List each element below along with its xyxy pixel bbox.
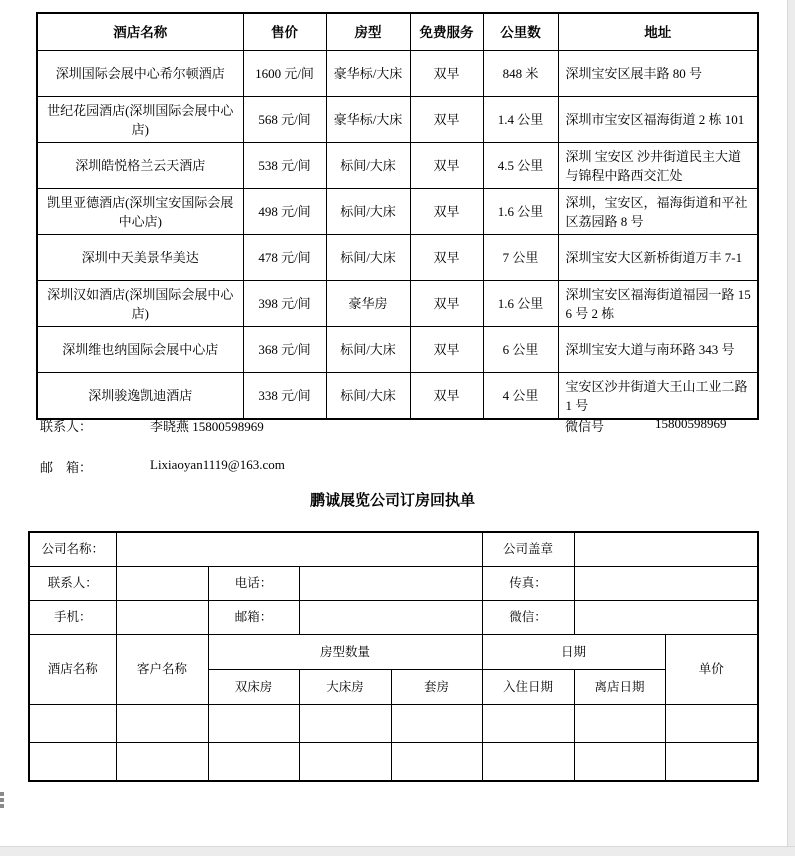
hotel-price: 338 元/间 <box>243 373 326 420</box>
hotel-address: 深圳 宝安区 沙井街道民主大道与锦程中路西交汇处 <box>558 143 758 189</box>
hotel-row <box>37 327 758 373</box>
hotel-name: 深圳维也纳国际会展中心店 <box>37 327 243 373</box>
page-right-edge <box>787 0 795 856</box>
hotel-room-type: 标间/大床 <box>326 235 410 281</box>
hotel-name: 世纪花园酒店(深圳国际会展中心店) <box>37 97 243 143</box>
hotel-price: 538 元/间 <box>243 143 326 189</box>
hotel-row <box>37 281 758 327</box>
hotel-name: 凯里亚德酒店(深圳宝安国际会展中心店) <box>37 189 243 235</box>
hotel-address: 深圳宝安大区新桥街道万丰 7-1 <box>558 235 758 281</box>
hotel-room-type: 豪华标/大床 <box>326 51 410 97</box>
hotel-address: 深圳宝安区展丰路 80 号 <box>558 51 758 97</box>
form-fax-label: 传真： <box>482 567 574 601</box>
col-header-room-type: 房型 <box>326 13 410 51</box>
email-label: 邮 箱： <box>40 460 93 475</box>
entry-king-field[interactable] <box>299 705 391 743</box>
hotel-table <box>36 12 759 420</box>
company-name-field[interactable] <box>116 532 482 567</box>
form-entry-row <box>29 743 758 782</box>
form-email-label: 邮箱： <box>208 601 299 635</box>
entry-checkout-field[interactable] <box>574 743 665 782</box>
form-entry-row <box>29 705 758 743</box>
hotel-table-header-row <box>37 13 758 51</box>
form-contact-field[interactable] <box>116 567 208 601</box>
contact-block <box>0 408 795 483</box>
entry-customer-field[interactable] <box>116 705 208 743</box>
entry-suite-field[interactable] <box>391 743 482 782</box>
entry-twin-field[interactable] <box>208 705 299 743</box>
hotel-room-type: 标间/大床 <box>326 373 410 420</box>
form-row-contact <box>29 567 758 601</box>
entry-customer-field[interactable] <box>116 743 208 782</box>
entry-checkin-field[interactable] <box>482 743 574 782</box>
wechat-value: 15800598969 <box>655 416 727 431</box>
entry-king-field[interactable] <box>299 743 391 782</box>
company-seal-label: 公司盖章 <box>482 532 574 567</box>
hotel-distance: 4 公里 <box>483 373 558 420</box>
entry-twin-field[interactable] <box>208 743 299 782</box>
hotel-row <box>37 143 758 189</box>
scroll-indicator-dots <box>0 792 5 810</box>
form-col-king-room: 大床房 <box>299 670 391 705</box>
entry-price-field[interactable] <box>665 743 758 782</box>
form-col-customer-name: 客户名称 <box>116 635 208 705</box>
form-col-hotel-name: 酒店名称 <box>29 635 116 705</box>
entry-price-field[interactable] <box>665 705 758 743</box>
form-col-room-qty: 房型数量 <box>208 635 482 670</box>
hotel-price: 478 元/间 <box>243 235 326 281</box>
email-value: Lixiaoyan1119@163.com <box>150 457 285 472</box>
form-mobile-label: 手机： <box>29 601 116 635</box>
hotel-distance: 1.6 公里 <box>483 281 558 327</box>
hotel-price: 498 元/间 <box>243 189 326 235</box>
hotel-free-service: 双早 <box>410 189 483 235</box>
hotel-address: 深圳，宝安区，福海街道和平社区荔园路 8 号 <box>558 189 758 235</box>
hotel-distance: 848 米 <box>483 51 558 97</box>
hotel-free-service: 双早 <box>410 143 483 189</box>
hotel-name: 深圳皓悦格兰云天酒店 <box>37 143 243 189</box>
hotel-row <box>37 51 758 97</box>
hotel-free-service: 双早 <box>410 235 483 281</box>
form-col-twin-room: 双床房 <box>208 670 299 705</box>
company-seal-field[interactable] <box>574 532 758 567</box>
col-header-address: 地址 <box>558 13 758 51</box>
hotel-price: 398 元/间 <box>243 281 326 327</box>
col-header-distance: 公里数 <box>483 13 558 51</box>
hotel-distance: 7 公里 <box>483 235 558 281</box>
company-name-label: 公司名称： <box>29 532 116 567</box>
page-bottom-edge <box>0 846 795 856</box>
hotel-name: 深圳国际会展中心希尔顿酒店 <box>37 51 243 97</box>
hotel-price: 568 元/间 <box>243 97 326 143</box>
form-phone-label: 电话： <box>208 567 299 601</box>
hotel-address: 深圳市宝安区福海街道 2 栋 101 <box>558 97 758 143</box>
hotel-price: 368 元/间 <box>243 327 326 373</box>
hotel-address: 深圳宝安区福海街道福园一路 156 号 2 栋 <box>558 281 758 327</box>
hotel-room-type: 标间/大床 <box>326 189 410 235</box>
contact-person-label: 联系人： <box>40 419 93 434</box>
col-header-hotel-name: 酒店名称 <box>37 13 243 51</box>
form-fax-field[interactable] <box>574 567 758 601</box>
form-wechat-field[interactable] <box>574 601 758 635</box>
form-wechat-label: 微信： <box>482 601 574 635</box>
col-header-price: 售价 <box>243 13 326 51</box>
hotel-distance: 6 公里 <box>483 327 558 373</box>
form-contact-label: 联系人： <box>29 567 116 601</box>
booking-form-table <box>28 531 759 782</box>
wechat-label: 微信号 <box>565 419 605 434</box>
hotel-free-service: 双早 <box>410 373 483 420</box>
booking-form-title: 鹏诚展览公司订房回执单 <box>309 493 475 509</box>
hotel-room-type: 标间/大床 <box>326 143 410 189</box>
form-row-mobile <box>29 601 758 635</box>
form-row-company <box>29 532 758 567</box>
contact-person-value: 李晓燕 15800598969 <box>150 419 264 434</box>
hotel-price: 1600 元/间 <box>243 51 326 97</box>
hotel-row <box>37 97 758 143</box>
form-col-checkin-date: 入住日期 <box>482 670 574 705</box>
entry-checkin-field[interactable] <box>482 705 574 743</box>
hotel-address: 深圳宝安大道与南环路 343 号 <box>558 327 758 373</box>
hotel-row <box>37 235 758 281</box>
hotel-room-type: 豪华标/大床 <box>326 97 410 143</box>
hotel-row <box>37 189 758 235</box>
hotel-free-service: 双早 <box>410 51 483 97</box>
hotel-name: 深圳中天美景华美达 <box>37 235 243 281</box>
entry-checkout-field[interactable] <box>574 705 665 743</box>
form-email-field[interactable] <box>299 601 482 635</box>
form-col-suite: 套房 <box>391 670 482 705</box>
entry-hotel-field[interactable] <box>29 743 116 782</box>
hotel-free-service: 双早 <box>410 97 483 143</box>
entry-hotel-field[interactable] <box>29 705 116 743</box>
form-mobile-field[interactable] <box>116 601 208 635</box>
form-col-price: 单价 <box>665 635 758 705</box>
hotel-name: 深圳汉如酒店(深圳国际会展中心店) <box>37 281 243 327</box>
hotel-distance: 1.6 公里 <box>483 189 558 235</box>
form-col-checkout-date: 离店日期 <box>574 670 665 705</box>
hotel-free-service: 双早 <box>410 281 483 327</box>
form-header-row-top <box>29 635 758 670</box>
hotel-name: 深圳骏逸凯迪酒店 <box>37 373 243 420</box>
entry-suite-field[interactable] <box>391 705 482 743</box>
hotel-free-service: 双早 <box>410 327 483 373</box>
form-phone-field[interactable] <box>299 567 482 601</box>
hotel-address: 宝安区沙井街道大王山工业二路 1 号 <box>558 373 758 420</box>
hotel-distance: 1.4 公里 <box>483 97 558 143</box>
form-col-date: 日期 <box>482 635 665 670</box>
hotel-room-type: 豪华房 <box>326 281 410 327</box>
hotel-room-type: 标间/大床 <box>326 327 410 373</box>
col-header-free-service: 免费服务 <box>410 13 483 51</box>
hotel-distance: 4.5 公里 <box>483 143 558 189</box>
